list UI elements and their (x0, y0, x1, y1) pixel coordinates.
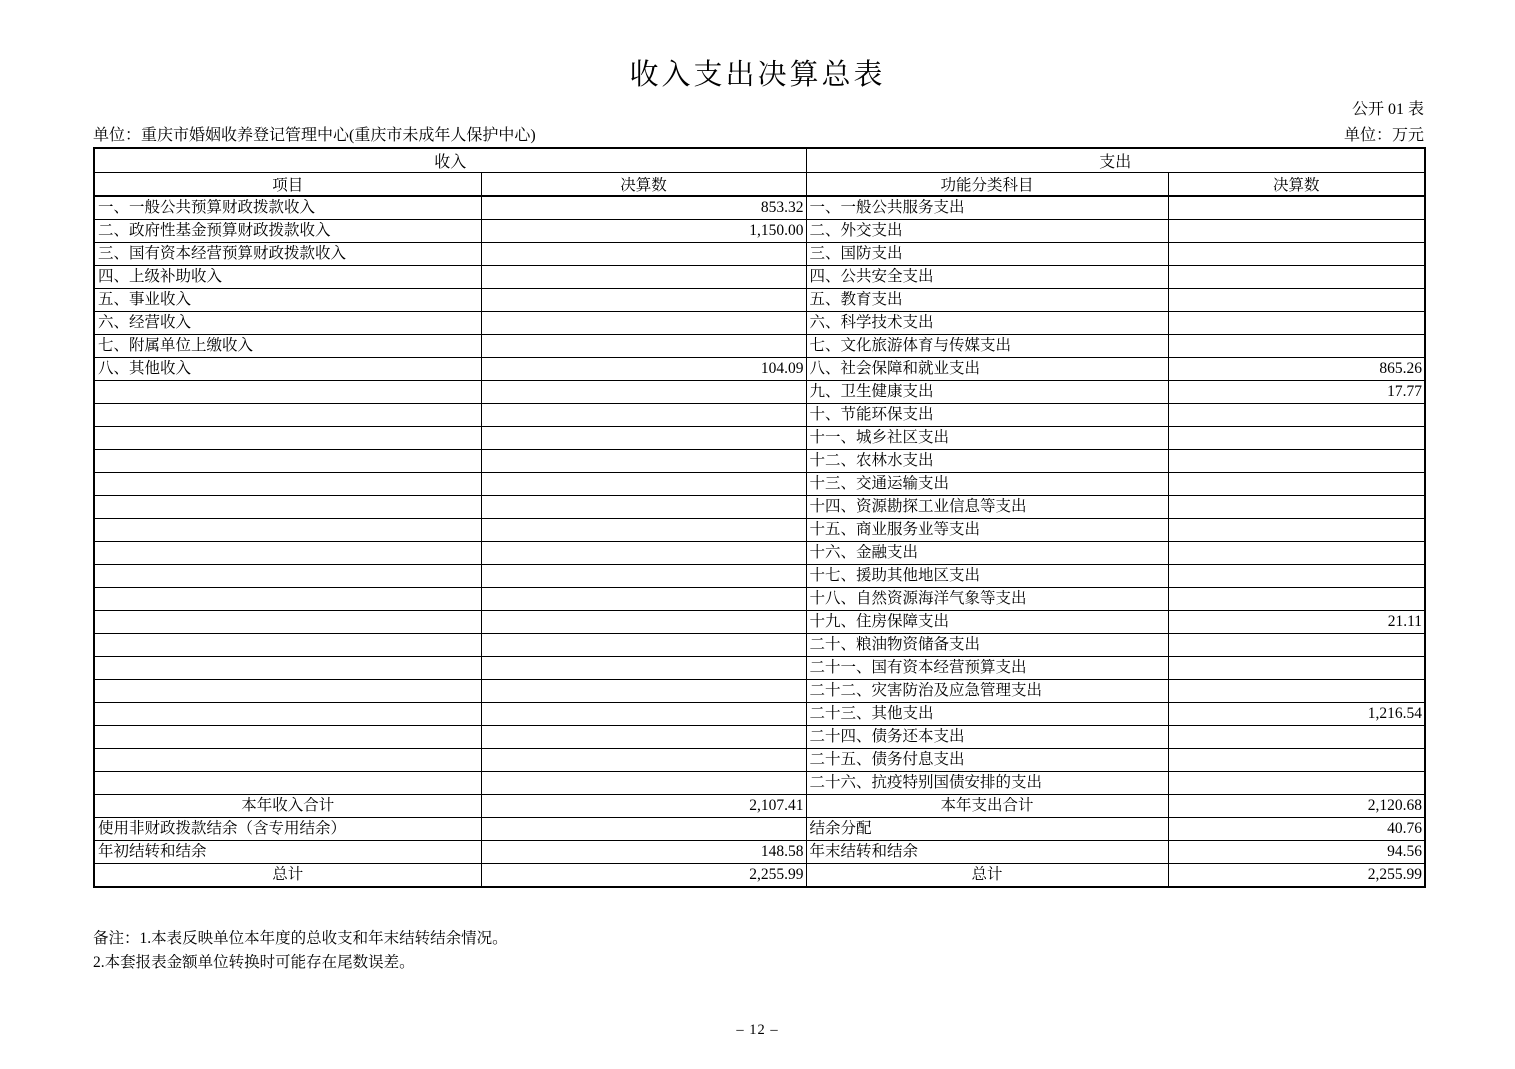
expense-value-cell: 865.26 (1168, 358, 1425, 381)
income-item-cell: 总计 (94, 864, 481, 888)
expense-item-cell: 十八、自然资源海洋气象等支出 (806, 588, 1168, 611)
income-value-cell (481, 542, 806, 565)
income-item-cell (94, 450, 481, 473)
income-item-cell: 本年收入合计 (94, 795, 481, 818)
expense-value-cell (1168, 565, 1425, 588)
table-row (94, 864, 1425, 888)
column-header-income-item: 项目 (94, 173, 481, 197)
table-row (94, 473, 1425, 496)
expense-value-cell: 94.56 (1168, 841, 1425, 864)
income-item-cell: 四、上级补助收入 (94, 266, 481, 289)
expense-item-cell: 十一、城乡社区支出 (806, 427, 1168, 450)
expense-value-cell (1168, 450, 1425, 473)
column-header-expense-value: 决算数 (1168, 173, 1425, 197)
income-value-cell (481, 312, 806, 335)
table-row (94, 818, 1425, 841)
income-value-cell (481, 772, 806, 795)
expense-value-cell (1168, 404, 1425, 427)
table-row (94, 312, 1425, 335)
table-row (94, 381, 1425, 404)
expense-value-cell (1168, 680, 1425, 703)
table-row (94, 220, 1425, 243)
expense-item-cell: 二十二、灾害防治及应急管理支出 (806, 680, 1168, 703)
expense-item-cell: 二十四、债务还本支出 (806, 726, 1168, 749)
expense-item-cell: 二十六、抗疫特别国债安排的支出 (806, 772, 1168, 795)
table-row (94, 196, 1425, 220)
income-value-cell (481, 519, 806, 542)
table-row (94, 795, 1425, 818)
footnote-line-2: 2.本套报表金额单位转换时可能存在尾数误差。 (93, 954, 415, 971)
income-item-cell: 使用非财政拨款结余（含专用结余） (94, 818, 481, 841)
income-value-cell (481, 703, 806, 726)
table-row (94, 565, 1425, 588)
income-value-cell (481, 496, 806, 519)
income-item-cell: 二、政府性基金预算财政拨款收入 (94, 220, 481, 243)
income-value-cell (481, 266, 806, 289)
expense-section-header: 支出 (806, 148, 1425, 173)
table-row (94, 611, 1425, 634)
income-item-cell (94, 542, 481, 565)
income-value-cell (481, 657, 806, 680)
expense-value-cell (1168, 196, 1425, 220)
income-value-cell (481, 473, 806, 496)
income-item-cell (94, 772, 481, 795)
expense-value-cell (1168, 473, 1425, 496)
income-item-cell: 三、国有资本经营预算财政拨款收入 (94, 243, 481, 266)
income-value-cell (481, 450, 806, 473)
expense-value-cell: 40.76 (1168, 818, 1425, 841)
table-row (94, 266, 1425, 289)
expense-value-cell (1168, 312, 1425, 335)
expense-value-cell (1168, 427, 1425, 450)
income-value-cell: 2,107.41 (481, 795, 806, 818)
expense-value-cell (1168, 266, 1425, 289)
income-value-cell: 104.09 (481, 358, 806, 381)
table-row (94, 542, 1425, 565)
income-value-cell (481, 289, 806, 312)
income-item-cell (94, 634, 481, 657)
table-row (94, 496, 1425, 519)
income-value-cell: 853.32 (481, 196, 806, 220)
income-item-cell (94, 749, 481, 772)
page-number: – 12 – (736, 1022, 779, 1038)
table-row (94, 841, 1425, 864)
income-item-cell: 一、一般公共预算财政拨款收入 (94, 196, 481, 220)
column-header-expense-item: 功能分类科目 (806, 173, 1168, 197)
expense-item-cell: 十、节能环保支出 (806, 404, 1168, 427)
table-row (94, 335, 1425, 358)
income-value-cell: 148.58 (481, 841, 806, 864)
income-value-cell (481, 680, 806, 703)
income-value-cell (481, 404, 806, 427)
expense-item-cell: 本年支出合计 (806, 795, 1168, 818)
expense-item-cell: 三、国防支出 (806, 243, 1168, 266)
income-item-cell (94, 427, 481, 450)
table-row (94, 634, 1425, 657)
expense-item-cell: 十三、交通运输支出 (806, 473, 1168, 496)
expense-item-cell: 十六、金融支出 (806, 542, 1168, 565)
income-item-cell (94, 703, 481, 726)
expense-value-cell (1168, 220, 1425, 243)
expense-value-cell (1168, 772, 1425, 795)
income-value-cell (481, 243, 806, 266)
income-item-cell: 七、附属单位上缴收入 (94, 335, 481, 358)
income-item-cell (94, 519, 481, 542)
income-value-cell (481, 381, 806, 404)
table-row (94, 772, 1425, 795)
income-item-cell (94, 588, 481, 611)
expense-item-cell: 八、社会保障和就业支出 (806, 358, 1168, 381)
expense-item-cell: 二十一、国有资本经营预算支出 (806, 657, 1168, 680)
table-code-label: 公开 01 表 (1351, 101, 1424, 118)
expense-item-cell: 十七、援助其他地区支出 (806, 565, 1168, 588)
expense-value-cell: 17.77 (1168, 381, 1425, 404)
expense-item-cell: 十二、农林水支出 (806, 450, 1168, 473)
meta-row (93, 122, 1424, 145)
expense-item-cell: 十四、资源勘探工业信息等支出 (806, 496, 1168, 519)
expense-item-cell: 二、外交支出 (806, 220, 1168, 243)
table-row (94, 726, 1425, 749)
expense-value-cell: 1,216.54 (1168, 703, 1425, 726)
column-header-row (94, 173, 1425, 197)
expense-value-cell (1168, 749, 1425, 772)
expense-item-cell: 十五、商业服务业等支出 (806, 519, 1168, 542)
unit-name-label: 单位：重庆市婚姻收养登记管理中心(重庆市未成年人保护中心) (93, 127, 536, 144)
expense-item-cell: 总计 (806, 864, 1168, 888)
income-item-cell (94, 496, 481, 519)
expense-item-cell: 二十三、其他支出 (806, 703, 1168, 726)
income-value-cell (481, 611, 806, 634)
income-item-cell (94, 381, 481, 404)
expense-value-cell (1168, 726, 1425, 749)
table-row (94, 450, 1425, 473)
expense-item-cell: 五、教育支出 (806, 289, 1168, 312)
expense-item-cell: 一、一般公共服务支出 (806, 196, 1168, 220)
income-value-cell (481, 565, 806, 588)
income-value-cell (481, 634, 806, 657)
expense-item-cell: 年末结转和结余 (806, 841, 1168, 864)
income-item-cell (94, 726, 481, 749)
expense-item-cell: 四、公共安全支出 (806, 266, 1168, 289)
expense-value-cell: 21.11 (1168, 611, 1425, 634)
footnotes (93, 927, 508, 975)
column-header-income-value: 决算数 (481, 173, 806, 197)
table-row (94, 289, 1425, 312)
expense-value-cell: 2,255.99 (1168, 864, 1425, 888)
expense-item-cell: 七、文化旅游体育与传媒支出 (806, 335, 1168, 358)
table-row (94, 657, 1425, 680)
income-value-cell (481, 335, 806, 358)
table-row (94, 243, 1425, 266)
income-item-cell (94, 473, 481, 496)
income-item-cell: 六、经营收入 (94, 312, 481, 335)
section-header-row (94, 148, 1425, 173)
expense-value-cell (1168, 496, 1425, 519)
currency-unit-label: 单位：万元 (1343, 127, 1424, 144)
expense-value-cell (1168, 634, 1425, 657)
table-row (94, 680, 1425, 703)
table-row (94, 404, 1425, 427)
income-value-cell: 2,255.99 (481, 864, 806, 888)
income-item-cell (94, 404, 481, 427)
income-value-cell (481, 749, 806, 772)
table-row (94, 519, 1425, 542)
income-item-cell: 年初结转和结余 (94, 841, 481, 864)
expense-value-cell (1168, 588, 1425, 611)
expense-item-cell: 九、卫生健康支出 (806, 381, 1168, 404)
expense-value-cell (1168, 335, 1425, 358)
income-item-cell (94, 611, 481, 634)
expense-item-cell: 结余分配 (806, 818, 1168, 841)
table-row (94, 703, 1425, 726)
table-row (94, 749, 1425, 772)
income-expense-table (93, 147, 1426, 888)
table-row (94, 427, 1425, 450)
page-title: 收入支出决算总表 (629, 59, 886, 91)
income-value-cell: 1,150.00 (481, 220, 806, 243)
expense-value-cell: 2,120.68 (1168, 795, 1425, 818)
income-item-cell (94, 565, 481, 588)
expense-value-cell (1168, 542, 1425, 565)
expense-item-cell: 十九、住房保障支出 (806, 611, 1168, 634)
expense-item-cell: 二十、粮油物资储备支出 (806, 634, 1168, 657)
income-value-cell (481, 588, 806, 611)
expense-value-cell (1168, 657, 1425, 680)
income-section-header: 收入 (94, 148, 806, 173)
income-item-cell: 五、事业收入 (94, 289, 481, 312)
expense-value-cell (1168, 289, 1425, 312)
expense-value-cell (1168, 243, 1425, 266)
expense-item-cell: 六、科学技术支出 (806, 312, 1168, 335)
expense-value-cell (1168, 519, 1425, 542)
income-value-cell (481, 427, 806, 450)
table-row (94, 588, 1425, 611)
income-item-cell (94, 680, 481, 703)
expense-item-cell: 二十五、债务付息支出 (806, 749, 1168, 772)
table-body (94, 196, 1425, 887)
footnote-line-1: 备注：1.本表反映单位本年度的总收支和年末结转结余情况。 (93, 930, 508, 947)
table-row (94, 358, 1425, 381)
income-item-cell (94, 657, 481, 680)
income-value-cell (481, 818, 806, 841)
income-value-cell (481, 726, 806, 749)
income-item-cell: 八、其他收入 (94, 358, 481, 381)
